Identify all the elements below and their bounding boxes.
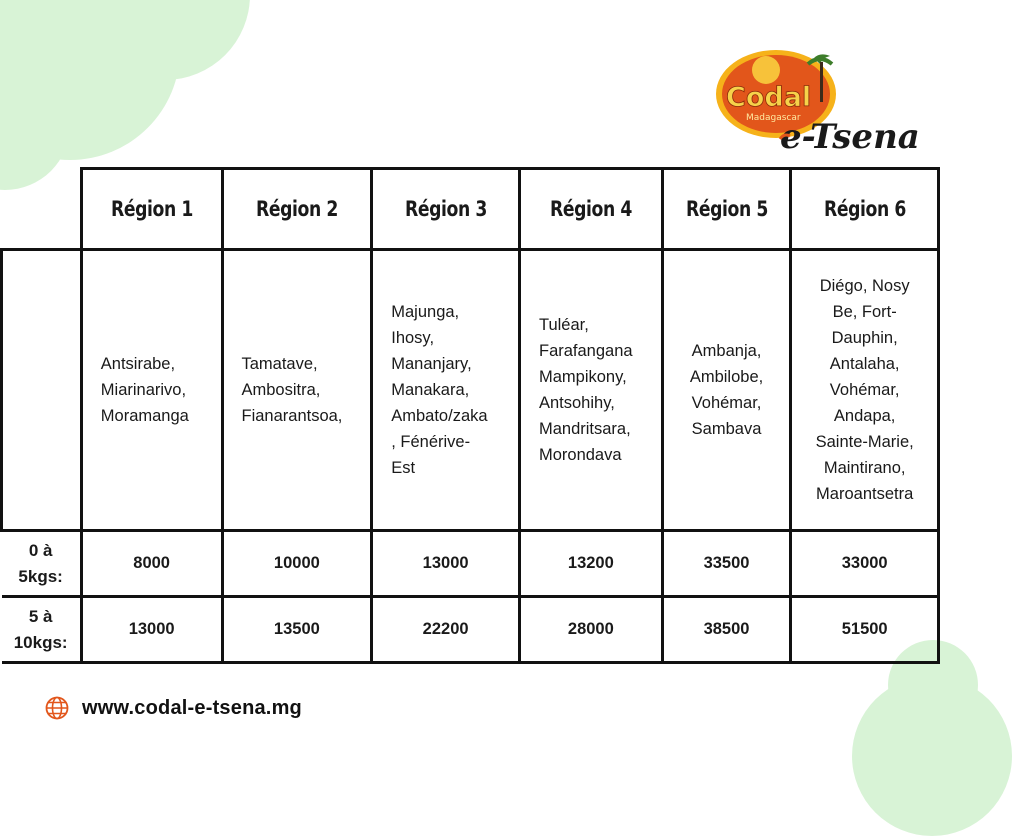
price-cell: 33500 bbox=[662, 531, 791, 597]
header-region-6: Région 6 bbox=[791, 169, 939, 250]
corner-cell bbox=[2, 169, 82, 250]
header-row bbox=[2, 169, 939, 250]
region-1-cities: Antsirabe, Miarinarivo, Moramanga bbox=[81, 250, 222, 531]
svg-text:Codal: Codal bbox=[726, 82, 812, 113]
price-cell: 33000 bbox=[791, 531, 939, 597]
website-link[interactable]: www.codal-e-tsena.mg bbox=[82, 696, 302, 719]
price-row-0-5kg bbox=[2, 531, 939, 597]
svg-text:e-Tsena: e-Tsena bbox=[780, 117, 920, 157]
price-cell: 10000 bbox=[222, 531, 372, 597]
price-row-5-10kg bbox=[2, 597, 939, 663]
price-cell: 13200 bbox=[519, 531, 662, 597]
region-4-cities: Tuléar, Farafangana Mampikony, Antsohihy, Mandritsara, Morondava bbox=[519, 250, 662, 531]
region-2-cities: Tamatave, Ambositra, Fianarantsoa, bbox=[222, 250, 372, 531]
footer bbox=[44, 695, 302, 721]
cities-row bbox=[2, 250, 939, 531]
header-region-3: Région 3 bbox=[372, 169, 520, 250]
decor-blob-bottom-right bbox=[852, 676, 1012, 836]
region-5-cities: Ambanja, Ambilobe, Vohémar, Sambava bbox=[662, 250, 791, 531]
region-6-cities: Diégo, Nosy Be, Fort- Dauphin, Antalaha, Vohémar, Andapa, Sainte-Marie, Maintirano, Maroantsetra bbox=[791, 250, 939, 531]
svg-text:Madagascar: Madagascar bbox=[746, 113, 801, 123]
row-label-0-5kg: 0 à 5kgs: bbox=[2, 531, 82, 597]
globe-icon bbox=[44, 695, 70, 721]
price-cell: 22200 bbox=[372, 597, 520, 663]
price-cell: 13000 bbox=[81, 597, 222, 663]
price-cell: 38500 bbox=[662, 597, 791, 663]
shipping-rates-table bbox=[0, 167, 940, 664]
price-cell: 51500 bbox=[791, 597, 939, 663]
price-cell: 13000 bbox=[372, 531, 520, 597]
price-cell: 13500 bbox=[222, 597, 372, 663]
header-region-1: Région 1 bbox=[81, 169, 222, 250]
codal-e-tsena-logo bbox=[714, 44, 920, 162]
region-3-cities: Majunga, Ihosy, Mananjary, Manakara, Ambato/zaka , Fénérive- Est bbox=[372, 250, 520, 531]
price-cell: 8000 bbox=[81, 531, 222, 597]
cities-label-cell bbox=[2, 250, 82, 531]
header-region-5: Région 5 bbox=[662, 169, 791, 250]
header-region-4: Région 4 bbox=[519, 169, 662, 250]
header-region-2: Région 2 bbox=[222, 169, 372, 250]
price-cell: 28000 bbox=[519, 597, 662, 663]
row-label-5-10kg: 5 à 10kgs: bbox=[2, 597, 82, 663]
